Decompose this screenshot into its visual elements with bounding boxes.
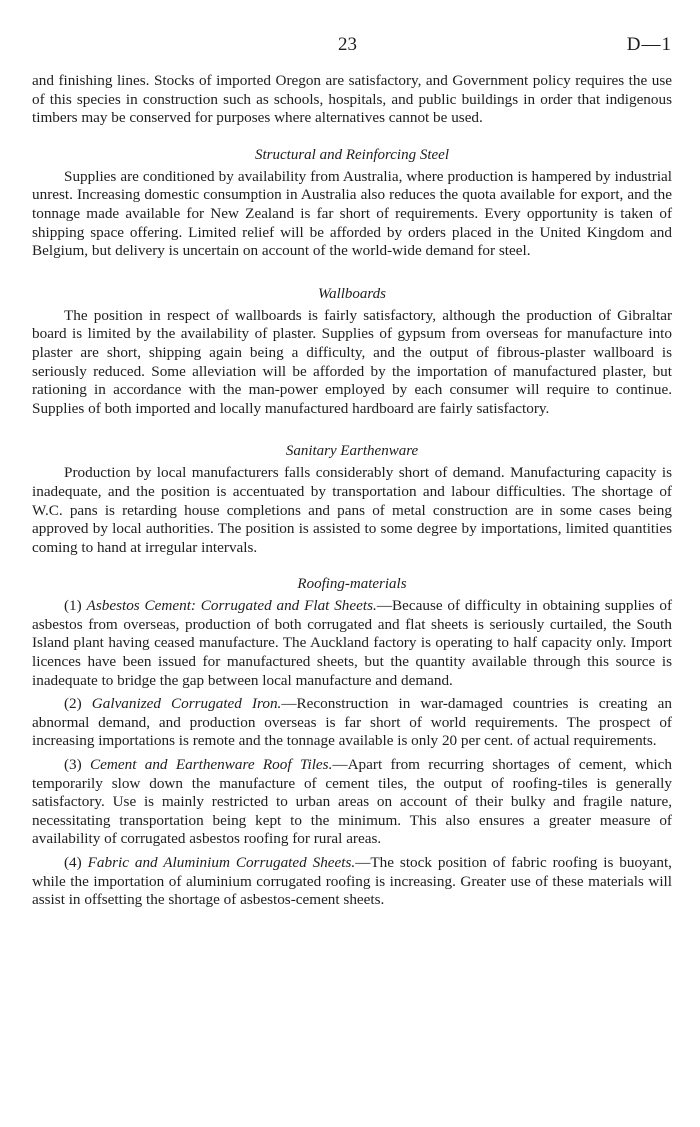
roofing-item bbox=[32, 854, 672, 910]
section-heading-wallboards: Wallboards bbox=[317, 285, 387, 302]
roofing-item bbox=[32, 695, 672, 751]
roofing-item-label: Galvanized Corrugated Iron. bbox=[91, 695, 282, 713]
roofing-item-label: Fabric and Aluminium Corrugated Sheets. bbox=[87, 854, 356, 871]
intro-paragraph: and finishing lines. Stocks of imported Oregon are satisfactory, and Government policy requires the use of this species in construction such as schools, hospitals, and public buildings in order that indigenous timbers may be conserved for purposes where alternatives cannot be used. bbox=[32, 72, 672, 127]
section-heading-steel: Structural and Reinforcing Steel bbox=[255, 146, 449, 163]
steel-paragraph: Supplies are conditioned by availability from Australia, where production is hampered by industrial unrest. Increasing domestic consumption in Australia also reduces the quota available for export, and the tonnage made available for New Zealand is far short of requirements. Every opportunity is taken of shipping space offering. Limited relief will be afforded by orders placed in the United Kingdom and Belgium, but delivery is uncertain on account of the world-wide demand for steel. bbox=[32, 167, 672, 260]
roofing-item-number: (1) bbox=[64, 597, 82, 615]
roofing-item-number: (2) bbox=[64, 695, 82, 713]
roofing-item-number: (4) bbox=[64, 854, 82, 871]
sanitary-paragraph: Production by local manufacturers falls considerably short of demand. Manufacturing capacity is inadequate, and the position is accentuated by transportation and labour difficulties. The shortage of W.C. pans is retarding house completions and pans of metal construction are in some cases being approved by local authorities. The position is assisted to some degree by importations, limited quantities coming to hand at irregular intervals. bbox=[32, 464, 672, 556]
page-header bbox=[0, 34, 700, 58]
wallboards-paragraph: The position in respect of wallboards is fairly satisfactory, although the production of Gibraltar board is limited by the availability of plaster. Supplies of gypsum from overseas for manufacture into plaster are short, shipping again being a difficulty, and the output of fibrous-plaster wallboard is seriously reduced. Some alleviation will be afforded by the importation of manufactured plaster, but rationing in accordance with the man-power employed by each consumer will require to continue. Supplies of both imported and locally manufactured hardboard are fairly satisfactory. bbox=[32, 306, 672, 417]
document-reference: D—1 bbox=[626, 34, 672, 55]
roofing-item-text: —Apart from recurring shortages of cement, which temporarily slow down the manufacture of cement tiles, the output of roofing-tiles is generally satisfactory. Use is mainly restricted to urban areas on account of their bulky and fragile nature, necessitating transportation being kept to the minimum. This also ensures a greater measure of availability of corrugated asbestos roofing for rural areas. bbox=[32, 756, 672, 848]
roofing-item-label: Asbestos Cement: Corrugated and Flat Sheets. bbox=[86, 597, 377, 615]
section-heading-roofing: Roofing-materials bbox=[297, 576, 407, 593]
roofing-item-text: —The stock position of fabric roofing is buoyant, while the importation of aluminium corrugated roofing is increasing. Greater use of these materials will assist in offsetting the shortage of asbestos-cement sheets. bbox=[32, 854, 672, 909]
roofing-item-text: —Because of difficulty in obtaining supplies of asbestos from overseas, production of both corrugated and flat sheets is seriously curtailed, the South Island plant having ceased manufacture. The Auckland factory is operating to half capacity only. Import licences have been issued for manufactured sheets, but the quantity available through this source is inadequate to bridge the gap between local manufacture and demand. bbox=[32, 597, 673, 689]
roofing-item bbox=[32, 597, 672, 690]
roofing-item-number: (3) bbox=[64, 756, 82, 774]
section-heading-sanitary: Sanitary Earthenware bbox=[285, 443, 419, 460]
roofing-item-text: —Reconstruction in war-damaged countries is creating an abnormal demand, and production overseas is far short of world requirements. The prospect of increasing importations is remote and the tonnage available is only 20 per cent. of actual requirements. bbox=[32, 695, 673, 750]
roofing-item-label: Cement and Earthenware Roof Tiles. bbox=[90, 756, 333, 774]
page-body bbox=[32, 72, 672, 910]
page-number: 23 bbox=[338, 34, 357, 55]
roofing-item bbox=[32, 756, 672, 849]
